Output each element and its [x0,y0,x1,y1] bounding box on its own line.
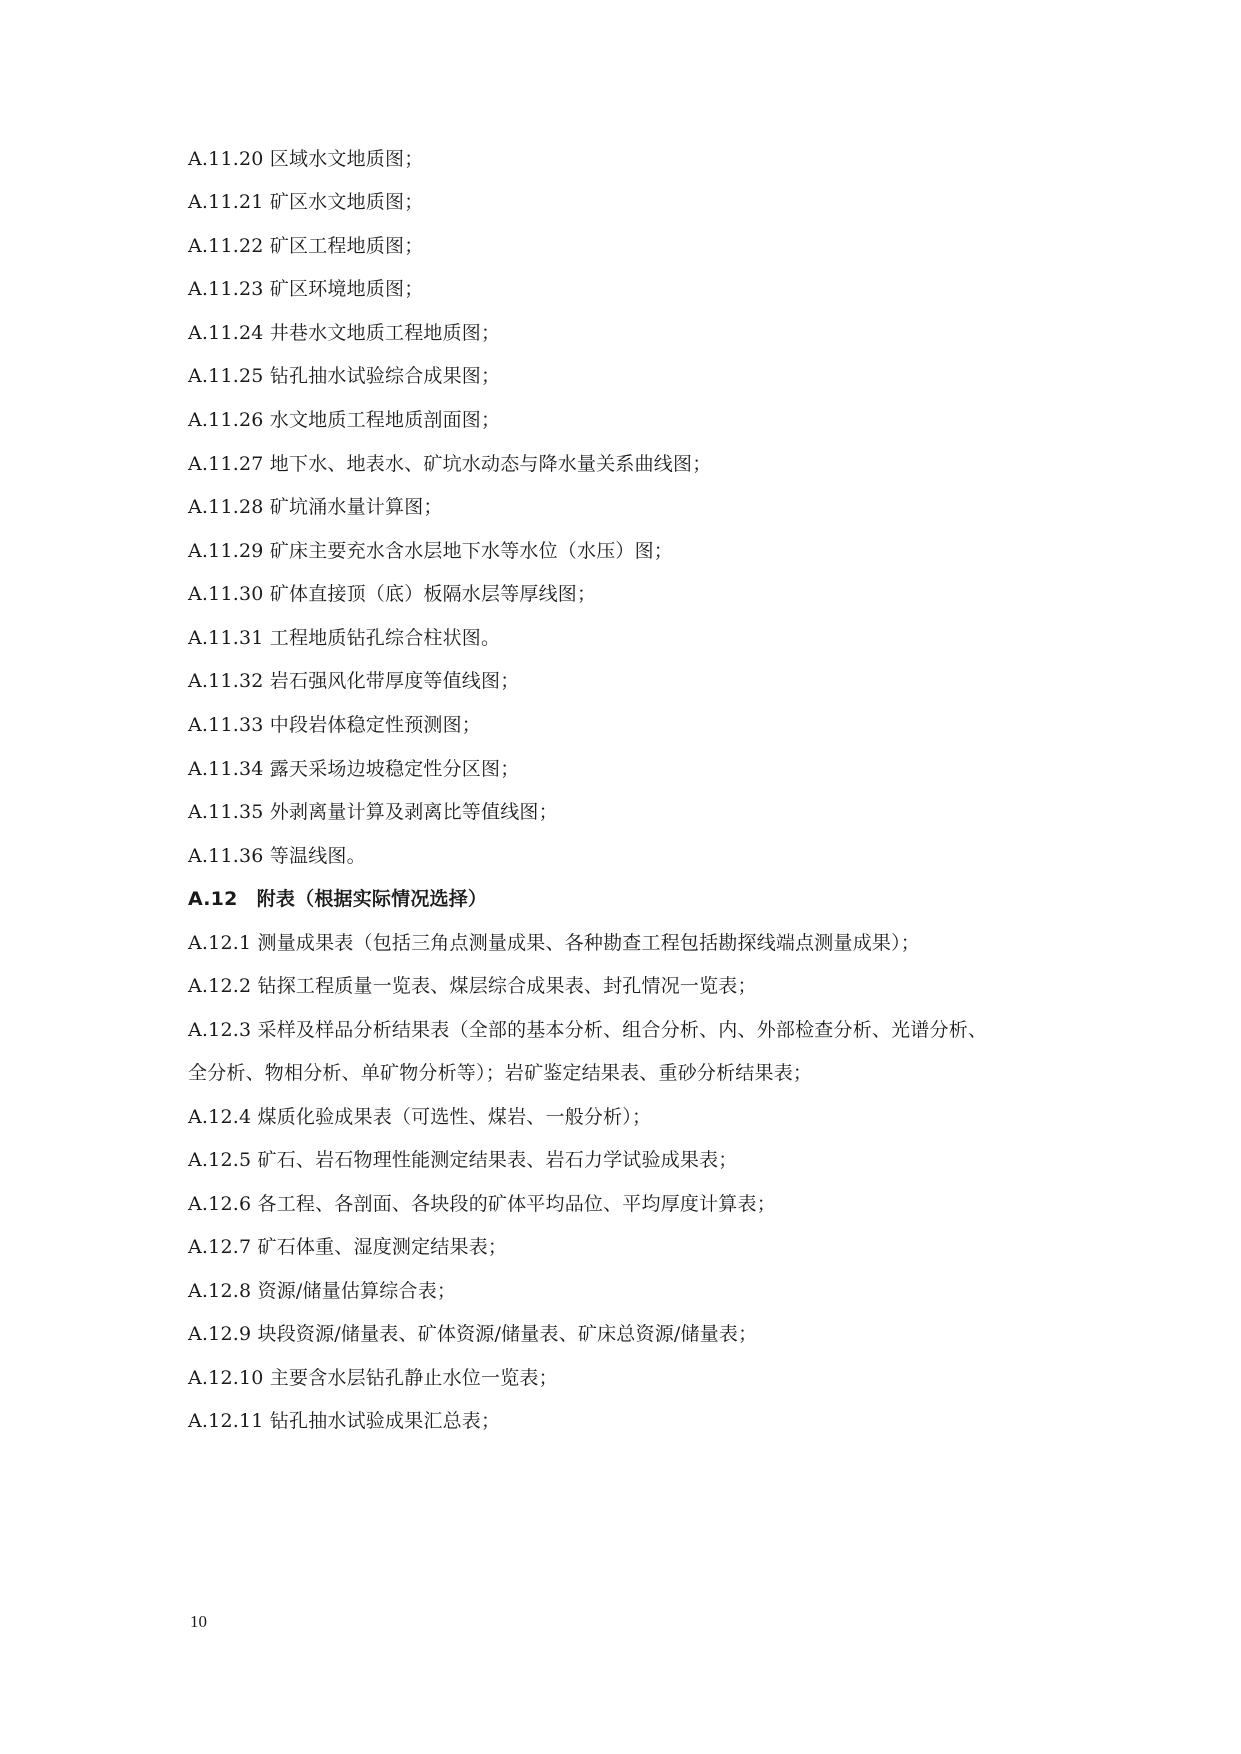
list-item: A.12.10 主要含水层钻孔静止水位一览表； [188,1367,558,1389]
list-item: A.12.9 块段资源/储量表、矿体资源/储量表、矿床总资源/储量表； [188,1323,758,1345]
list-item: A.11.31 工程地质钻孔综合柱状图。 [188,627,501,649]
list-item: A.11.35 外剥离量计算及剥离比等值线图； [188,801,558,823]
list-item: A.11.30 矿体直接顶（底）板隔水层等厚线图； [188,583,597,605]
list-item: A.11.24 井巷水文地质工程地质图； [188,322,501,344]
list-item: A.12.1 测量成果表（包括三角点测量成果、各种勘查工程包括勘探线端点测量成果）； [188,932,921,954]
list-item: A.11.27 地下水、地表水、矿坑水动态与降水量关系曲线图； [188,453,712,475]
list-item: A.11.22 矿区工程地质图； [188,235,424,257]
list-item: A.11.36 等温线图。 [188,845,366,867]
section-heading: A.12 附表（根据实际情况选择） [188,888,488,910]
list-item: A.12.5 矿石、岩石物理性能测定结果表、岩石力学试验成果表； [188,1149,738,1171]
list-item: A.11.34 露天采场边坡稳定性分区图； [188,758,520,780]
list-item: A.12.2 钻探工程质量一览表、煤层综合成果表、封孔情况一览表； [188,975,757,997]
list-item: A.11.28 矿坑涌水量计算图； [188,496,443,518]
list-item: A.11.29 矿床主要充水含水层地下水等水位（水压）图； [188,540,673,562]
list-item: A.11.21 矿区水文地质图； [188,191,424,213]
list-item: A.11.20 区域水文地质图； [188,148,424,170]
list-item: A.12.8 资源/储量估算综合表； [188,1280,457,1302]
list-item: A.12.6 各工程、各剖面、各块段的矿体平均品位、平均厚度计算表； [188,1193,776,1215]
list-item-continuation: 全分析、物相分析、单矿物分析等）；岩矿鉴定结果表、重砂分析结果表； [188,1062,813,1084]
list-item: A.12.3 采样及样品分析结果表（全部的基本分析、组合分析、内、外部检查分析、光谱分析、 [188,1019,988,1041]
page-number: 10 [190,1612,207,1631]
list-item: A.11.32 岩石强风化带厚度等值线图； [188,670,520,692]
list-item: A.11.23 矿区环境地质图； [188,278,424,300]
list-item: A.12.11 钻孔抽水试验成果汇总表； [188,1410,501,1432]
list-item: A.11.33 中段岩体稳定性预测图； [188,714,481,736]
list-item: A.11.26 水文地质工程地质剖面图； [188,409,501,431]
list-item: A.12.7 矿石体重、湿度测定结果表； [188,1236,508,1258]
list-item: A.12.4 煤质化验成果表（可选性、煤岩、一般分析）； [188,1106,652,1128]
list-item: A.11.25 钻孔抽水试验综合成果图； [188,365,501,387]
